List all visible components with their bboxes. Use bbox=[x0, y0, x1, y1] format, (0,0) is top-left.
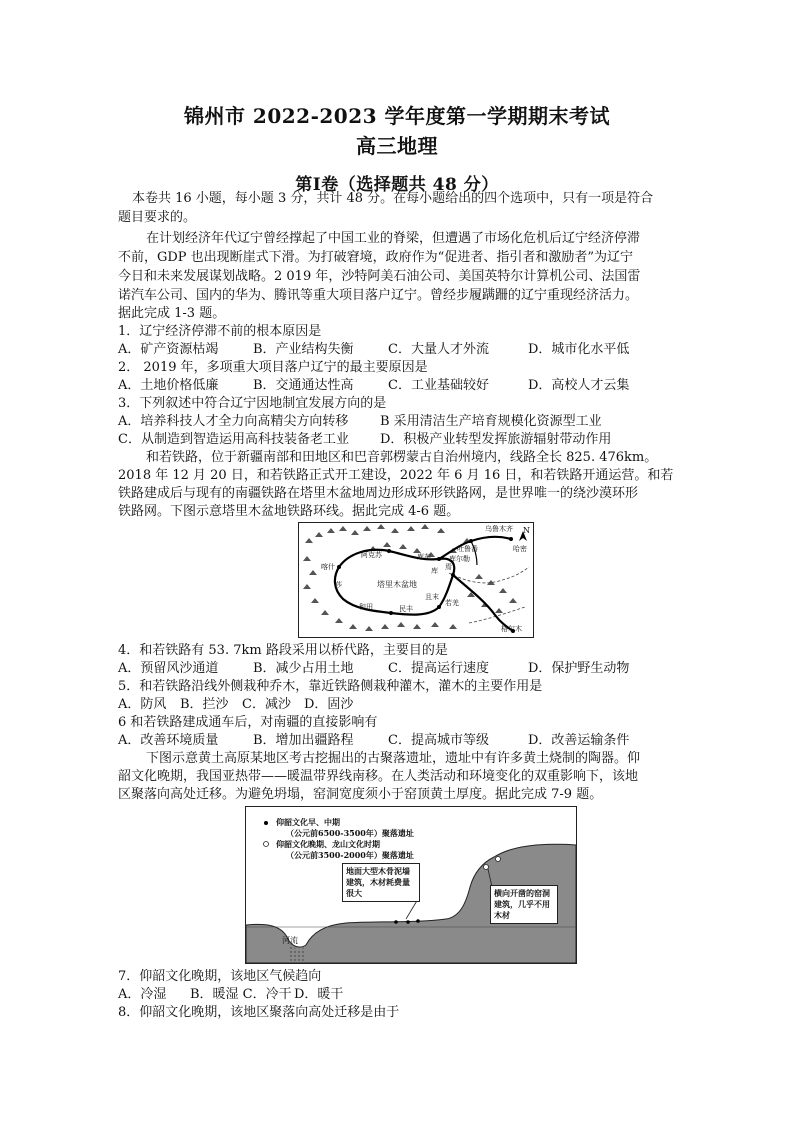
option: C．提高运行速度 bbox=[388, 661, 489, 676]
passage-line: 区聚落向高处迁移。为避免坍塌，窑洞宽度须小于窑顶黄土厚度。据此完成 7-9 题。 bbox=[118, 787, 603, 802]
question-stem: 7．仰韶文化晚期，该地区气候趋向 bbox=[118, 969, 322, 984]
option: D．积极产业转型发挥旅游辐射带动作用 bbox=[380, 432, 612, 447]
passage-line: 铁路网。下图示意塔里木盆地铁路环线。据此完成 4-6 题。 bbox=[118, 504, 460, 519]
map-label-tulufan: 吐鲁番 bbox=[457, 545, 478, 553]
map-label-minfeng: 民丰 bbox=[399, 605, 413, 613]
option: C．从制造到智造运用高科技装备老工业 bbox=[118, 432, 349, 447]
option: A．改善环境质量 bbox=[118, 733, 219, 748]
option: D．改善运输条件 bbox=[528, 733, 630, 748]
map-label-kuerle: 库尔勒 bbox=[449, 555, 470, 563]
passage-line: 今日和未来发展谋划战略。2 019 年，沙特阿美石油公司、美国英特尔计算机公司、法国雷 bbox=[118, 269, 641, 284]
option: C．提高城市等级 bbox=[388, 733, 489, 748]
map-label-urumqi: 乌鲁木齐 bbox=[485, 525, 513, 533]
question-options bbox=[118, 986, 676, 1004]
passage-line: 韶文化晚期，我国亚热带——暖温带界线南移。在人类活动和环境变化的双重影响下，该地 bbox=[118, 769, 639, 784]
passage-line: 下图示意黄土高原某地区考古挖掘出的古聚落遗址，遗址中有许多黄土烧制的陶器。仰 bbox=[146, 751, 641, 766]
passage-line: 铁路建成后与现有的南疆铁路在塔里木盆地周边形成环形铁路网，是世界唯一的绕沙漠环形 bbox=[118, 486, 639, 501]
question-options bbox=[118, 413, 676, 431]
map-label-basin: 塔里木盆地 bbox=[377, 580, 417, 589]
question-stem: 8．仰韶文化晚期，该地区聚落向高处迁移是由于 bbox=[118, 1005, 400, 1020]
question-stem: 6 和若铁路建成通车后，对南疆的直接影响有 bbox=[118, 715, 378, 730]
option: A．预留风沙通道 bbox=[118, 661, 219, 676]
option: A．培养科技人才全力向高精尖方向转移 bbox=[118, 414, 349, 429]
option: B．拦沙 bbox=[180, 697, 229, 712]
question-options bbox=[118, 732, 676, 750]
map-label-hetian: 和田 bbox=[359, 603, 373, 611]
intro-line: 本卷共 16 小题，每小题 3 分，共计 48 分。在每小题给出的四个选项中，只有一项是符合 bbox=[132, 191, 654, 206]
passage-line: 不前，GDP 也出现断崖式下滑。为打破窘境，政府作为“促进者、指引者和激励者”为辽宁 bbox=[118, 250, 633, 265]
passage-line: 据此完成 1-3 题。 bbox=[118, 306, 226, 321]
map-label-ku: 库 bbox=[431, 567, 438, 575]
legend-late-label: 仰韶文化晚期、龙山文化时期 bbox=[276, 839, 380, 849]
legend-late-period: （公元前3500-2000年）聚落遗址 bbox=[286, 850, 414, 860]
map-label-kuche: 库车 bbox=[417, 553, 431, 561]
option: A．防风 bbox=[118, 697, 167, 712]
option: A．矿产资源枯竭 bbox=[118, 342, 219, 357]
legend-early-period: （公元前6500-3500年）聚落遗址 bbox=[286, 828, 414, 838]
option: D．暖干 bbox=[294, 987, 344, 1002]
question-options bbox=[118, 377, 676, 395]
option: B．暖湿 C．冷干 bbox=[190, 987, 292, 1002]
question-options bbox=[118, 696, 676, 714]
north-label: N bbox=[523, 526, 530, 535]
map-label-ruoqiang: 若羌 bbox=[445, 599, 459, 607]
option: B．减少占用土地 bbox=[253, 661, 354, 676]
map-label-kashi: 喀什 bbox=[321, 563, 335, 571]
option: A．冷湿 bbox=[118, 987, 167, 1002]
option: C．减沙 bbox=[242, 697, 291, 712]
section-heading: 第Ⅰ卷（选择题共 48 分） bbox=[295, 175, 499, 195]
option: B 采用清洁生产培育规模化资源型工业 bbox=[380, 414, 602, 429]
map-label-geermu: 格尔木 bbox=[501, 625, 522, 633]
question-options bbox=[118, 660, 676, 678]
legend-early-label: 仰韶文化早、中期 bbox=[276, 817, 340, 827]
tarim-railway-map bbox=[298, 522, 534, 638]
settlement-profile-diagram bbox=[245, 806, 577, 964]
option: C．大量人才外流 bbox=[388, 342, 489, 357]
map-label-hami: 哈密 bbox=[513, 545, 527, 553]
option: D．保护野生动物 bbox=[528, 661, 630, 676]
option: D．高校人才云集 bbox=[528, 378, 630, 393]
intro-line: 题目要求的。 bbox=[118, 210, 197, 225]
option: D．城市化水平低 bbox=[528, 342, 630, 357]
question-stem: 1．辽宁经济停滞不前的根本原因是 bbox=[118, 324, 322, 339]
question-stem: 4．和若铁路有 53. 7km 路段采用以桥代路，主要目的是 bbox=[118, 643, 448, 658]
passage-line: 在计划经济年代辽宁曾经撑起了中国工业的脊梁，但遭遇了市场化危机后辽宁经济停滞 bbox=[146, 231, 641, 246]
option: A．土地价格低廉 bbox=[118, 378, 219, 393]
option: B．交通通达性高 bbox=[253, 378, 354, 393]
callout-wooden-buildings: 地面大型木骨泥墙建筑，木材耗费量很大 bbox=[342, 863, 420, 902]
map-label-yan: 焉 bbox=[445, 563, 452, 571]
map-label-akesu: 阿克苏 bbox=[361, 551, 382, 559]
question-stem: 2． 2019 年，多项重大项目落户辽宁的最主要原因是 bbox=[118, 360, 428, 375]
passage-line: 诺汽车公司、国内的华为、腾讯等重大项目落户辽宁。曾经步履蹒跚的辽宁重现经济活力。 bbox=[118, 288, 639, 303]
option: B．产业结构失衡 bbox=[253, 342, 354, 357]
exam-subtitle: 高三地理 bbox=[356, 134, 438, 158]
passage-line: 和若铁路，位于新疆南部和田地区和巴音郭楞蒙古自治州境内，线路全长 825. 476km。 bbox=[146, 450, 658, 465]
map-label-qiemo: 且末 bbox=[425, 593, 439, 601]
exam-title: 锦州市 2022-2023 学年度第一学期期末考试 bbox=[183, 104, 611, 128]
option: D．固沙 bbox=[304, 697, 354, 712]
question-stem: 5．和若铁路沿线外侧栽种乔木，靠近铁路侧栽种灌木，灌木的主要作用是 bbox=[118, 679, 543, 694]
callout-cave-dwellings: 横向开凿的窑洞建筑，几乎不用木材 bbox=[490, 885, 558, 924]
option: C．工业基础较好 bbox=[388, 378, 489, 393]
passage-line: 2018 年 12 月 20 日，和若铁路正式开工建设，2022 年 6 月 16 日，和若铁路开通运营。和若 bbox=[118, 468, 674, 483]
option: B．增加出疆路程 bbox=[253, 733, 354, 748]
map-label-sha: 莎 bbox=[335, 581, 342, 589]
river-label: 河流 bbox=[282, 936, 298, 945]
question-stem: 3．下列叙述中符合辽宁因地制宜发展方向的是 bbox=[118, 396, 387, 411]
question-options bbox=[118, 431, 676, 449]
question-options bbox=[118, 341, 676, 359]
